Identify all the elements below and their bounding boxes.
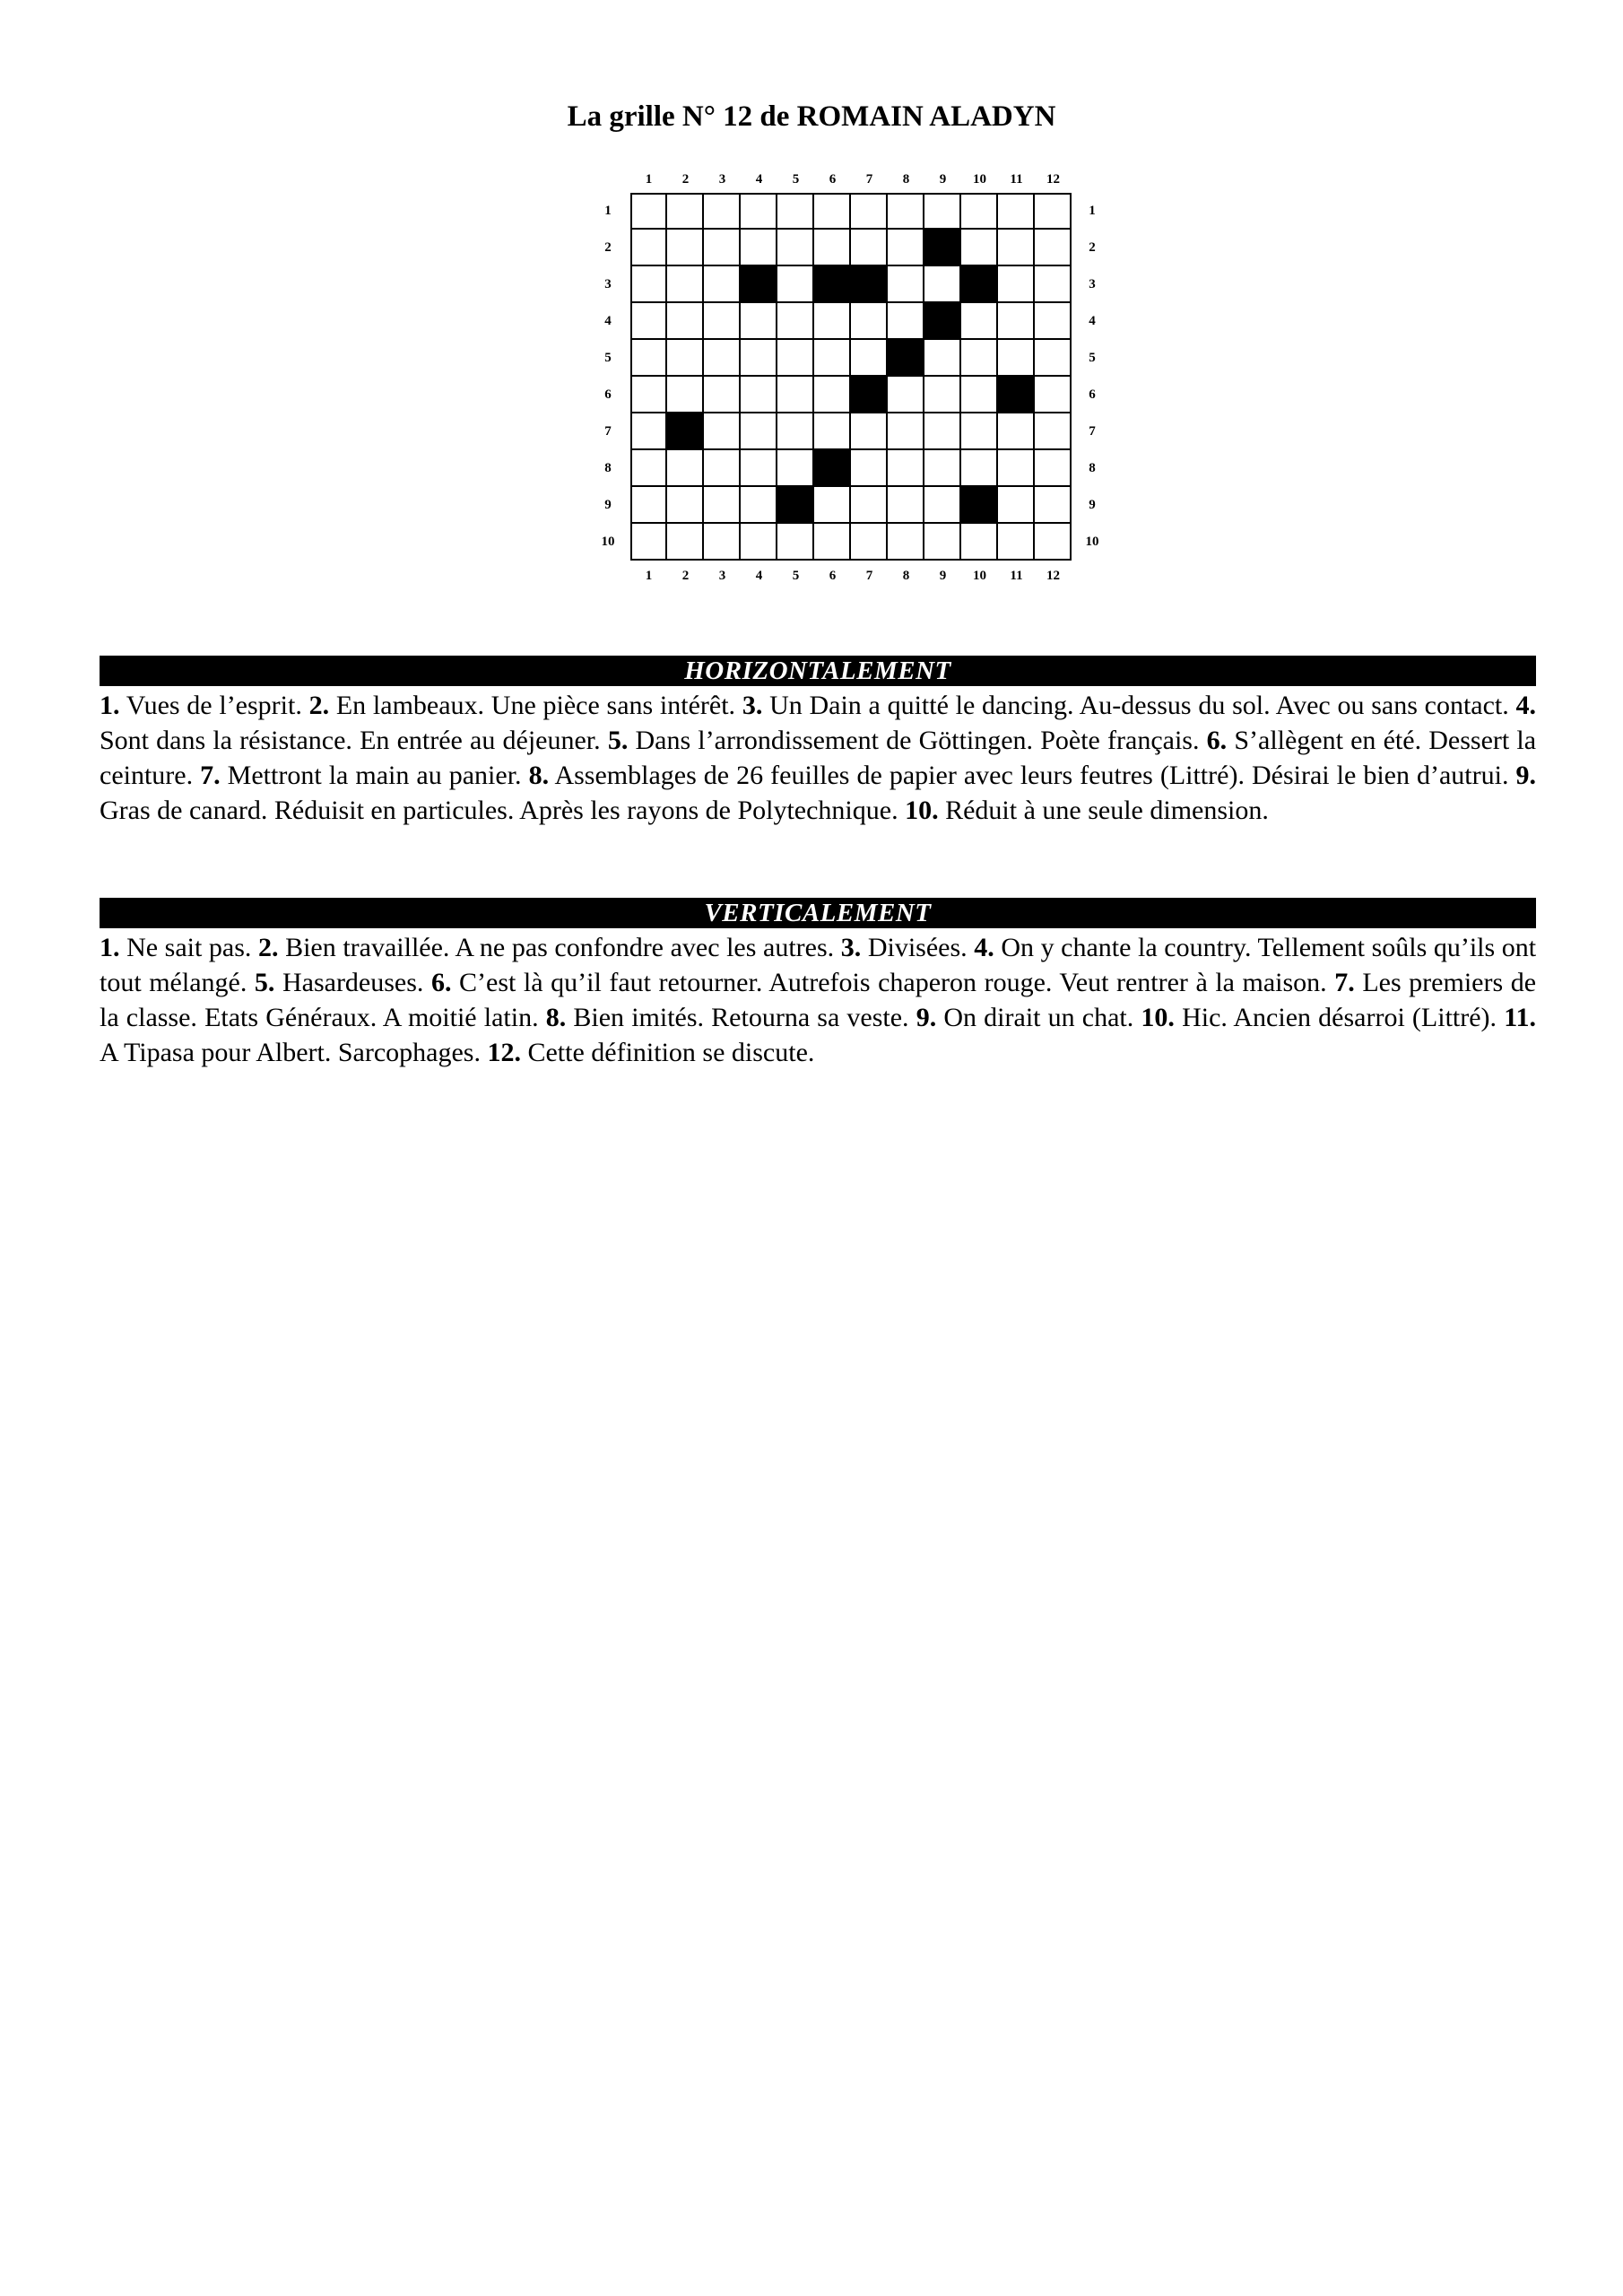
grid-cell[interactable] [924,413,961,450]
grid-cell[interactable] [851,487,888,524]
grid-cell[interactable] [630,340,667,377]
grid-cell[interactable] [777,524,814,561]
clue-number: 10. [905,796,939,825]
column-label-top: 10 [973,172,986,187]
row-label-right: 10 [1085,535,1099,549]
clue-text: Assemblages de 26 feuilles de papier avec leurs feutres (Littré). Désirai le bien d’autrui. [554,761,1509,790]
grid-cell[interactable] [1035,230,1072,266]
clue-number: 1. [100,691,120,720]
clue-text: Réduit à une seule dimension. [945,796,1269,825]
row-label-left: 1 [604,204,612,218]
clue-text: Vues de l’esprit. [126,691,302,720]
black-cell [851,266,888,303]
row-label-right: 8 [1089,461,1096,475]
clue-number: 5. [254,968,275,997]
grid-cell[interactable] [998,450,1035,487]
grid-cell[interactable] [1035,413,1072,450]
row-label-left: 5 [604,351,612,365]
grid-cell[interactable] [961,230,998,266]
grid-cell[interactable] [777,413,814,450]
grid-cell[interactable] [924,524,961,561]
grid-cell[interactable] [777,230,814,266]
clue-text: Mettront la main au panier. [227,761,522,790]
black-cell [814,450,851,487]
grid-cell[interactable] [888,303,924,340]
grid-cell[interactable] [961,193,998,230]
grid-cell[interactable] [741,377,777,413]
column-label-top: 5 [792,172,800,187]
grid-cell[interactable] [998,340,1035,377]
column-label-bottom: 10 [973,569,986,583]
clue-number: 2. [257,933,279,962]
column-label-bottom: 9 [939,569,947,583]
grid-cell[interactable] [1035,377,1072,413]
vertical-section [100,898,1536,1070]
grid-cell[interactable] [814,303,851,340]
column-label-top: 2 [681,172,690,187]
grid-cell[interactable] [630,413,667,450]
clue-text: On y chante la country. Tellement soûls qu’ils ont tout mélangé. [100,933,1537,997]
clue-number: 1. [100,933,120,962]
clue-text: En lambeaux. Une pièce sans intérêt. [335,691,736,720]
grid-cell[interactable] [888,487,924,524]
clue-number: 3. [742,691,763,720]
row-label-left: 6 [604,387,612,402]
row-label-right: 2 [1089,240,1096,255]
grid-cell[interactable] [741,524,777,561]
grid-cell[interactable] [777,193,814,230]
grid-cell[interactable] [630,193,667,230]
column-label-bottom: 7 [865,569,873,583]
grid-cell[interactable] [704,487,741,524]
clue-text: Hasardeuses. [282,968,424,997]
clue-number: 3. [840,933,862,962]
column-label-bottom: 2 [681,569,690,583]
grid-cell[interactable] [667,524,704,561]
column-label-top: 1 [645,172,653,187]
grid-cell[interactable] [741,413,777,450]
grid-cell[interactable] [1035,450,1072,487]
grid-cell[interactable] [667,266,704,303]
column-label-top: 6 [829,172,837,187]
clue-text: Hic. Ancien désarroi (Littré). [1182,1003,1497,1032]
grid-cell[interactable] [741,230,777,266]
grid-cell[interactable] [888,450,924,487]
column-label-bottom: 11 [1010,569,1023,583]
grid-cell[interactable] [1035,340,1072,377]
clue-text: Un Dain a quitté le dancing. Au-dessus du sol. Avec ou sans contact. [769,691,1509,720]
grid-cell[interactable] [998,266,1035,303]
grid-cell[interactable] [704,193,741,230]
clue-text: Sont dans la résistance. En entrée au déjeuner. [100,726,601,755]
clue-number: 8. [528,761,550,790]
row-label-right: 7 [1089,424,1096,439]
black-cell [998,377,1035,413]
black-cell [741,266,777,303]
clue-number: 6. [1206,726,1228,755]
grid-cell[interactable] [851,340,888,377]
clue-number: 5. [607,726,629,755]
grid-cell[interactable] [1035,303,1072,340]
grid-cell[interactable] [924,340,961,377]
grid-cell[interactable] [777,340,814,377]
grid-cell[interactable] [704,303,741,340]
grid-cell[interactable] [741,340,777,377]
grid-cell[interactable] [1035,487,1072,524]
horizontal-section [100,656,1536,828]
clue-number: 4. [974,933,994,962]
page-title: La grille N° 12 de ROMAIN ALADYN [567,100,1056,133]
grid-cell[interactable] [704,340,741,377]
grid-cell[interactable] [1035,266,1072,303]
grid-cell[interactable] [777,450,814,487]
column-label-top: 11 [1010,172,1023,187]
clue-number: 10. [1141,1003,1175,1032]
grid-cell[interactable] [667,450,704,487]
grid-cell[interactable] [924,266,961,303]
clue-text: S’allègent en été. Dessert la ceinture. [100,726,1537,790]
column-label-bottom: 1 [645,569,653,583]
row-label-right: 6 [1089,387,1096,402]
grid-cell[interactable] [924,193,961,230]
column-label-top: 3 [718,172,726,187]
row-label-left: 10 [601,535,615,549]
grid-cell[interactable] [667,340,704,377]
row-label-right: 9 [1089,498,1096,512]
clue-number: 8. [545,1003,567,1032]
row-label-right: 1 [1089,204,1096,218]
grid-cell[interactable] [667,193,704,230]
clue-text: Ne sait pas. [126,933,252,962]
column-label-top: 7 [865,172,873,187]
grid-cell[interactable] [741,193,777,230]
grid-cell[interactable] [851,193,888,230]
grid-cell[interactable] [998,524,1035,561]
column-label-bottom: 5 [792,569,800,583]
horizontal-clues [100,688,1536,828]
grid-cell[interactable] [814,230,851,266]
clue-number: 4. [1515,691,1537,720]
grid-cell[interactable] [704,450,741,487]
grid-cell[interactable] [851,524,888,561]
column-label-bottom: 8 [902,569,910,583]
row-label-left: 7 [604,424,612,439]
grid-cell[interactable] [961,413,998,450]
grid-cell[interactable] [851,230,888,266]
clue-number: 12. [487,1038,521,1067]
clue-text: On dirait un chat. [943,1003,1134,1032]
grid-cell[interactable] [630,524,667,561]
grid-cell[interactable] [998,303,1035,340]
black-cell [851,377,888,413]
row-label-right: 5 [1089,351,1096,365]
grid-cell[interactable] [814,524,851,561]
grid-cell[interactable] [704,230,741,266]
grid-cell[interactable] [924,450,961,487]
grid-cell[interactable] [741,303,777,340]
clue-text: Divisées. [867,933,968,962]
clue-text: Gras de canard. Réduisit en particules. Après les rayons de Polytechnique. [100,796,898,825]
grid-cell[interactable] [998,413,1035,450]
black-cell [777,487,814,524]
grid-cell[interactable] [667,303,704,340]
clue-number: 9. [1515,761,1536,790]
grid-cell[interactable] [741,487,777,524]
grid-cell[interactable] [630,266,667,303]
grid-cell[interactable] [924,377,961,413]
clue-text: Dans l’arrondissement de Göttingen. Poète français. [635,726,1200,755]
clue-number: 7. [200,761,221,790]
clue-number: 11. [1504,1003,1537,1032]
grid-cell[interactable] [961,377,998,413]
row-label-left: 2 [604,240,612,255]
clue-text: Bien imités. Retourna sa veste. [573,1003,909,1032]
grid-cell[interactable] [630,450,667,487]
clue-number: 6. [430,968,452,997]
grid-cell[interactable] [1035,193,1072,230]
grid-cell[interactable] [630,230,667,266]
grid-cell[interactable] [667,487,704,524]
grid-cell[interactable] [961,450,998,487]
row-label-right: 3 [1089,277,1096,291]
grid-cell[interactable] [888,524,924,561]
grid-cell[interactable] [741,450,777,487]
clue-text: Cette définition se discute. [527,1038,815,1067]
clue-number: 7. [1334,968,1355,997]
grid-cell[interactable] [704,377,741,413]
grid-cell[interactable] [704,524,741,561]
row-label-left: 3 [604,277,612,291]
grid-cell[interactable] [814,193,851,230]
grid-cell[interactable] [777,303,814,340]
grid-cell[interactable] [924,487,961,524]
clue-number: 9. [916,1003,937,1032]
grid-cell[interactable] [998,230,1035,266]
grid-cell[interactable] [814,340,851,377]
grid-cell[interactable] [888,266,924,303]
grid-cell[interactable] [667,230,704,266]
clue-text: Bien travaillée. A ne pas confondre avec les autres. [285,933,835,962]
column-label-top: 9 [939,172,947,187]
vertical-header: VERTICALEMENT [100,898,1536,928]
black-cell [888,340,924,377]
row-label-left: 4 [604,314,612,328]
grid-cell[interactable] [630,487,667,524]
grid-cell[interactable] [851,413,888,450]
grid-cell[interactable] [961,303,998,340]
grid-cell[interactable] [888,193,924,230]
black-cell [961,266,998,303]
grid-cell[interactable] [1035,524,1072,561]
black-cell [924,303,961,340]
grid-cell[interactable] [704,266,741,303]
row-label-left: 8 [604,461,612,475]
row-label-left: 9 [604,498,612,512]
grid-cell[interactable] [814,487,851,524]
grid-cell[interactable] [888,413,924,450]
horizontal-header: HORIZONTALEMENT [100,656,1536,686]
grid-cell[interactable] [667,377,704,413]
grid-cell[interactable] [704,413,741,450]
grid-cell[interactable] [814,377,851,413]
grid-cell[interactable] [888,377,924,413]
crossword-grid [0,0,1623,610]
grid-cell[interactable] [998,487,1035,524]
clue-text: C’est là qu’il faut retourner. Autrefois chaperon rouge. Veut rentrer à la maison. [459,968,1327,997]
clue-number: 2. [308,691,330,720]
black-cell [961,487,998,524]
column-label-top: 8 [902,172,910,187]
column-label-bottom: 12 [1046,569,1060,583]
column-label-top: 12 [1046,172,1060,187]
grid-cell[interactable] [630,303,667,340]
column-label-top: 4 [755,172,763,187]
grid-cell[interactable] [777,266,814,303]
grid-cell[interactable] [961,524,998,561]
grid-cell[interactable] [630,377,667,413]
grid-cell[interactable] [777,377,814,413]
black-cell [667,413,704,450]
grid-cell[interactable] [961,340,998,377]
row-label-right: 4 [1089,314,1096,328]
black-cell [814,266,851,303]
grid-cell[interactable] [998,193,1035,230]
grid-cell[interactable] [851,303,888,340]
vertical-clues [100,930,1536,1070]
clue-text: A Tipasa pour Albert. Sarcophages. [100,1038,481,1067]
column-label-bottom: 3 [718,569,726,583]
column-label-bottom: 4 [755,569,763,583]
clue-text: Les premiers de la classe. Etats Généraux. A moitié latin. [100,968,1537,1032]
column-label-bottom: 6 [829,569,837,583]
grid-cell[interactable] [814,413,851,450]
black-cell [924,230,961,266]
grid-cell[interactable] [851,450,888,487]
grid-cell[interactable] [888,230,924,266]
